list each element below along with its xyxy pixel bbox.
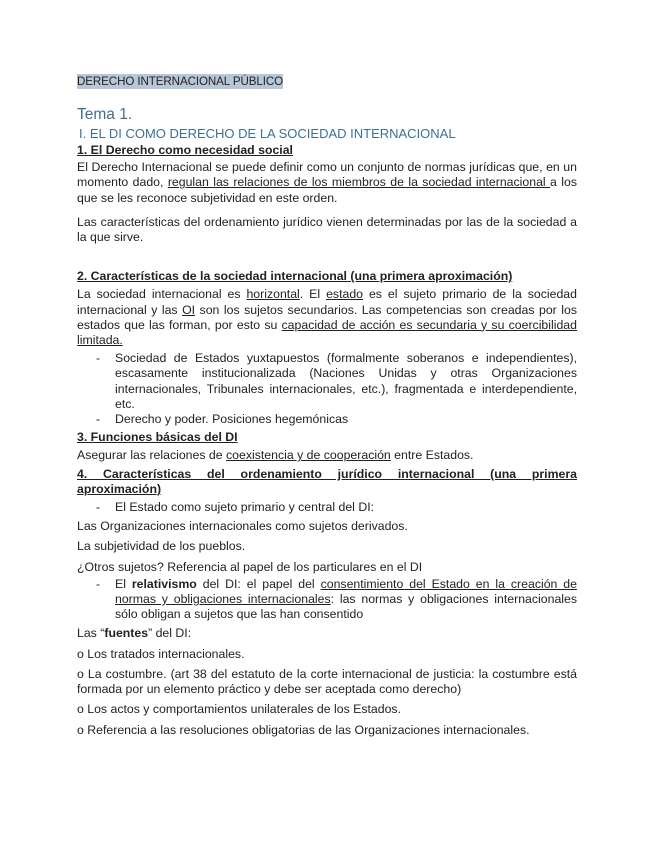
source-item: o Los actos y comportamientos unilaterales de los Estados. bbox=[77, 702, 401, 717]
rel-text-b: del DI: el papel del bbox=[196, 576, 321, 591]
s4-list-2 bbox=[77, 577, 577, 623]
document-header bbox=[77, 74, 577, 89]
list-item bbox=[115, 577, 577, 623]
s1-paragraph-1 bbox=[77, 160, 577, 206]
source-item: o La costumbre. (art 38 del estatuto de la corte internacional de justicia: la costumbre está formada por un elemento práctico y debe ser aceptada como derecho) bbox=[77, 666, 577, 697]
fuentes-bold: fuentes bbox=[104, 626, 149, 641]
s2-text-b: . El bbox=[299, 287, 327, 302]
course-title: DERECHO INTERNACIONAL PÚBLICO bbox=[77, 75, 284, 88]
list-item: - Sociedad de Estados yuxtapuestos (formalmente soberanos e independientes), escasamente institucionalizada (Naciones Unidas y otras Organizaciones internacionales, Tribunales internacionales, etc.), fragmentada e interdependiente, etc. bbox=[115, 351, 577, 412]
s3-paragraph bbox=[77, 448, 577, 463]
s4-heading: 4. Características del ordenamiento jurídico internacional (una primera aproximación) bbox=[77, 466, 577, 496]
s1-heading: 1. El Derecho como necesidad social bbox=[77, 143, 293, 157]
rel-bold: relativismo bbox=[131, 576, 197, 591]
tema-heading: Tema 1. bbox=[77, 106, 133, 123]
fuentes-text-a: Las “ bbox=[77, 626, 105, 641]
s3-heading: 3. Funciones básicas del DI bbox=[77, 430, 238, 445]
s3-text-b: entre Estados. bbox=[390, 448, 474, 463]
s2-paragraph bbox=[77, 287, 577, 348]
fuentes-text-b: ” del DI: bbox=[148, 626, 192, 641]
rel-text-a: El bbox=[115, 576, 132, 591]
s2-list bbox=[77, 351, 577, 427]
s1-paragraph-2: Las características del ordenamiento jurídico vienen determinadas por las de la sociedad a la que sirve. bbox=[77, 214, 577, 245]
s1-p1-text-a: El Derecho Internacional se puede definir como un conjunto de normas jurídicas que, en un momento dado, bbox=[77, 160, 577, 190]
s1-p1-text-b: a los que se les reconoce subjetividad en este orden. bbox=[77, 175, 577, 205]
s2-underline-capacidad: capacidad de acción es secundaria y su coercibilidad limitada. bbox=[77, 317, 577, 348]
s1-p1-underlined: regulan las relaciones de los miembros de la sociedad internacional bbox=[167, 175, 551, 190]
section-heading: I. EL DI COMO DERECHO DE LA SOCIEDAD INTERNACIONAL bbox=[79, 126, 456, 141]
rel-underlined: consentimiento del Estado en la creación de normas y obligaciones internacionales bbox=[115, 576, 577, 607]
s4-line-2: La subjetividad de los pueblos. bbox=[77, 539, 246, 554]
s2-text-d: son los sujetos secundarios. Las competencias son creadas por los estados que las forman, por esto su bbox=[77, 302, 577, 332]
list-item: - Derecho y poder. Posiciones hegemónicas bbox=[115, 412, 577, 427]
s2-underline-oi: OI bbox=[182, 302, 196, 317]
rel-text-c: : las normas y obligaciones internacionales sólo obligan a sujetos que las han consentido bbox=[115, 592, 578, 622]
list-item: - El Estado como sujeto primario y central del DI: bbox=[115, 500, 577, 515]
document-page bbox=[77, 74, 577, 738]
s2-heading: 2. Características de la sociedad internacional (una primera aproximación) bbox=[77, 269, 513, 284]
s4-line-1: Las Organizaciones internacionales como sujetos derivados. bbox=[77, 519, 408, 534]
s2-underline-estado: estado bbox=[326, 287, 363, 302]
s3-text-a: Asegurar las relaciones de bbox=[77, 448, 227, 463]
s4-line-3: ¿Otros sujetos? Referencia al papel de los particulares en el DI bbox=[77, 559, 423, 574]
s4-list-1 bbox=[77, 500, 577, 515]
s2-text-a: La sociedad internacional es bbox=[77, 287, 247, 302]
source-item: o Los tratados internacionales. bbox=[77, 646, 245, 661]
s2-underline-horizontal: horizontal bbox=[246, 287, 300, 302]
s2-text-c: es el sujeto primario de la sociedad internacional y las bbox=[77, 287, 577, 317]
fuentes-heading bbox=[77, 626, 577, 641]
source-item: o Referencia a las resoluciones obligatorias de las Organizaciones internacionales. bbox=[77, 722, 530, 737]
s3-underlined: coexistencia y de cooperación bbox=[226, 448, 391, 463]
